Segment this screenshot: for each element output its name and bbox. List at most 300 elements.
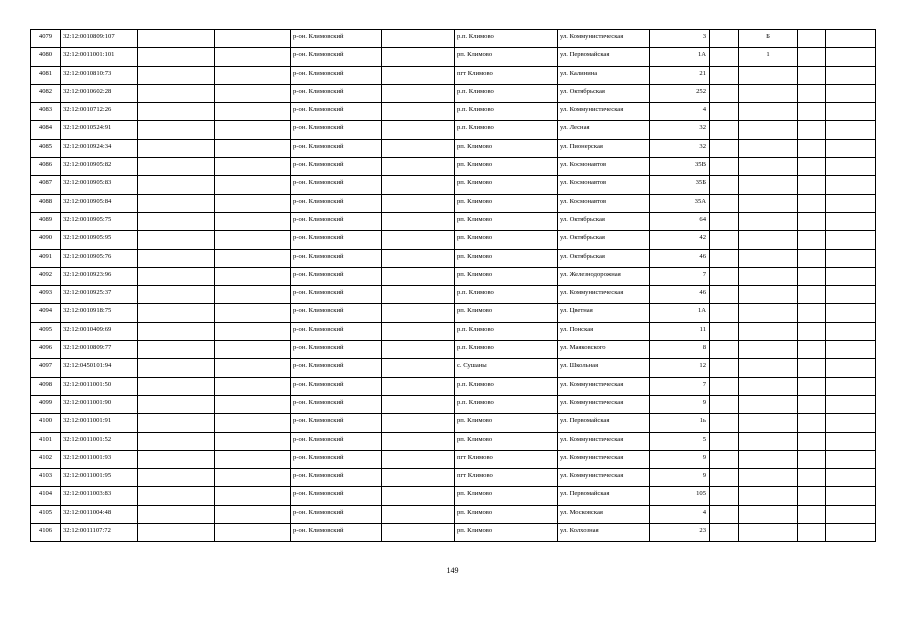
cell-flat [798, 121, 826, 139]
cell-blank-c [382, 158, 455, 176]
cell-blank-d [710, 414, 739, 432]
cell-district: р-он. Климовский [291, 505, 382, 523]
cell-flat [798, 432, 826, 450]
cell-building [739, 267, 798, 285]
cell-record-number: 4100 [31, 414, 61, 432]
cell-record-number: 4104 [31, 487, 61, 505]
cell-district: р-он. Климовский [291, 414, 382, 432]
cell-settlement: рп. Климово [455, 194, 558, 212]
cell-building [739, 505, 798, 523]
cell-district: р-он. Климовский [291, 469, 382, 487]
cell-blank-b [215, 158, 291, 176]
cell-flat [798, 286, 826, 304]
cell-blank-a [138, 176, 215, 194]
cell-blank-c [382, 377, 455, 395]
cell-cadastral-number: 32:12:0010925:37 [61, 286, 138, 304]
cell-blank-e [826, 231, 876, 249]
cell-blank-c [382, 414, 455, 432]
cell-blank-a [138, 377, 215, 395]
cell-district: р-он. Климовский [291, 249, 382, 267]
cell-house-number: 1А [650, 48, 710, 66]
cell-flat [798, 395, 826, 413]
cell-district: р-он. Климовский [291, 322, 382, 340]
cell-blank-b [215, 176, 291, 194]
register-table [30, 29, 876, 542]
cell-blank-e [826, 158, 876, 176]
cell-cadastral-number: 32:12:0010905:95 [61, 231, 138, 249]
cell-flat [798, 450, 826, 468]
cell-settlement: рп. Климово [455, 139, 558, 157]
cell-blank-d [710, 524, 739, 542]
cell-blank-b [215, 84, 291, 102]
cell-settlement: с. Сушаны [455, 359, 558, 377]
cell-cadastral-number: 32:12:0011001:90 [61, 395, 138, 413]
cell-blank-e [826, 176, 876, 194]
cell-record-number: 4095 [31, 322, 61, 340]
cell-blank-e [826, 359, 876, 377]
cell-district: р-он. Климовский [291, 212, 382, 230]
cell-blank-d [710, 176, 739, 194]
cell-settlement: рп. Климово [455, 505, 558, 523]
cell-blank-e [826, 103, 876, 121]
cell-record-number: 4087 [31, 176, 61, 194]
cell-house-number: 46 [650, 249, 710, 267]
cell-blank-d [710, 341, 739, 359]
cell-flat [798, 176, 826, 194]
cell-street: ул. Коммунистическая [558, 395, 650, 413]
cell-blank-b [215, 103, 291, 121]
cell-house-number: 35А [650, 194, 710, 212]
cell-blank-b [215, 66, 291, 84]
cell-blank-b [215, 395, 291, 413]
cell-blank-e [826, 469, 876, 487]
cell-record-number: 4079 [31, 30, 61, 48]
cell-building [739, 341, 798, 359]
table-row [31, 30, 876, 48]
cell-building [739, 84, 798, 102]
cell-cadastral-number: 32:12:0011003:83 [61, 487, 138, 505]
cell-blank-d [710, 487, 739, 505]
cell-street: ул. Октябрьская [558, 84, 650, 102]
table-row [31, 487, 876, 505]
cell-blank-c [382, 66, 455, 84]
table-row [31, 176, 876, 194]
cell-blank-e [826, 48, 876, 66]
cell-building [739, 212, 798, 230]
cell-blank-e [826, 194, 876, 212]
cell-street: ул. Маяковского [558, 341, 650, 359]
cell-settlement: р.п. Климово [455, 121, 558, 139]
cell-blank-c [382, 487, 455, 505]
cell-blank-d [710, 286, 739, 304]
cell-blank-a [138, 121, 215, 139]
cell-blank-a [138, 505, 215, 523]
table-row [31, 103, 876, 121]
cell-blank-c [382, 286, 455, 304]
cell-blank-e [826, 267, 876, 285]
cell-cadastral-number: 32:12:0010602:28 [61, 84, 138, 102]
cell-building [739, 286, 798, 304]
cell-settlement: рп. Климово [455, 267, 558, 285]
cell-house-number: 9 [650, 450, 710, 468]
cell-blank-d [710, 395, 739, 413]
cell-blank-c [382, 231, 455, 249]
cell-flat [798, 103, 826, 121]
cell-blank-a [138, 30, 215, 48]
cell-blank-e [826, 377, 876, 395]
cell-record-number: 4103 [31, 469, 61, 487]
cell-blank-b [215, 267, 291, 285]
cell-blank-b [215, 469, 291, 487]
cell-flat [798, 469, 826, 487]
cell-blank-b [215, 322, 291, 340]
cell-blank-a [138, 524, 215, 542]
cell-building [739, 158, 798, 176]
cell-blank-c [382, 249, 455, 267]
cell-blank-a [138, 231, 215, 249]
cell-blank-a [138, 359, 215, 377]
cell-street: ул. Космонавтов [558, 194, 650, 212]
cell-blank-e [826, 212, 876, 230]
cell-blank-d [710, 121, 739, 139]
table-row [31, 395, 876, 413]
cell-street: ул. Коммунистическая [558, 30, 650, 48]
cell-blank-e [826, 524, 876, 542]
cell-street: ул. Коммунистическая [558, 450, 650, 468]
cell-blank-e [826, 395, 876, 413]
table-row [31, 231, 876, 249]
table-row [31, 505, 876, 523]
cell-record-number: 4082 [31, 84, 61, 102]
cell-blank-c [382, 176, 455, 194]
cell-house-number: 21 [650, 66, 710, 84]
cell-flat [798, 212, 826, 230]
table-row [31, 377, 876, 395]
cell-settlement: р.п. Климово [455, 341, 558, 359]
cell-street: ул. Колхозная [558, 524, 650, 542]
cell-building [739, 249, 798, 267]
cell-street: ул. Первомайская [558, 487, 650, 505]
cell-district: р-он. Климовский [291, 267, 382, 285]
cell-blank-d [710, 469, 739, 487]
cell-street: ул. Коммунистическая [558, 432, 650, 450]
cell-district: р-он. Климовский [291, 176, 382, 194]
page-number: 149 [446, 566, 459, 575]
cell-blank-e [826, 249, 876, 267]
cell-district: р-он. Климовский [291, 30, 382, 48]
cell-blank-a [138, 194, 215, 212]
cell-cadastral-number: 32:12:0010409:69 [61, 322, 138, 340]
cell-district: р-он. Климовский [291, 377, 382, 395]
cell-blank-b [215, 432, 291, 450]
cell-blank-d [710, 322, 739, 340]
cell-blank-b [215, 194, 291, 212]
cell-blank-b [215, 450, 291, 468]
cell-street: ул. Калинина [558, 66, 650, 84]
cell-settlement: пгт Климово [455, 66, 558, 84]
cell-district: р-он. Климовский [291, 48, 382, 66]
cell-blank-d [710, 212, 739, 230]
cell-street: ул. Октябрьская [558, 231, 650, 249]
cell-district: р-он. Климовский [291, 103, 382, 121]
cell-blank-d [710, 194, 739, 212]
cell-cadastral-number: 32:12:0010810:73 [61, 66, 138, 84]
cell-district: р-он. Климовский [291, 66, 382, 84]
cell-blank-c [382, 450, 455, 468]
cell-blank-c [382, 212, 455, 230]
cell-blank-a [138, 212, 215, 230]
cell-blank-c [382, 432, 455, 450]
cell-street: ул. Коммунистическая [558, 469, 650, 487]
table-row [31, 249, 876, 267]
cell-house-number: 9 [650, 469, 710, 487]
cell-district: р-он. Климовский [291, 121, 382, 139]
cell-street: ул. Коммунистическая [558, 377, 650, 395]
cell-blank-a [138, 487, 215, 505]
cell-street: ул. Октябрьская [558, 212, 650, 230]
cell-house-number: 1А [650, 304, 710, 322]
cell-blank-c [382, 30, 455, 48]
cell-blank-a [138, 249, 215, 267]
cell-flat [798, 48, 826, 66]
cell-flat [798, 30, 826, 48]
cell-flat [798, 267, 826, 285]
cell-building [739, 66, 798, 84]
cell-blank-a [138, 267, 215, 285]
cell-blank-c [382, 341, 455, 359]
cell-building [739, 139, 798, 157]
table-row [31, 158, 876, 176]
cell-flat [798, 487, 826, 505]
table-row [31, 304, 876, 322]
cell-blank-a [138, 414, 215, 432]
cell-record-number: 4097 [31, 359, 61, 377]
cell-blank-a [138, 139, 215, 157]
cell-house-number: 46 [650, 286, 710, 304]
cell-district: р-он. Климовский [291, 304, 382, 322]
cell-blank-d [710, 103, 739, 121]
cell-flat [798, 524, 826, 542]
cell-building [739, 322, 798, 340]
cell-street: ул. Пионерская [558, 139, 650, 157]
cell-blank-e [826, 505, 876, 523]
cell-blank-d [710, 249, 739, 267]
cell-cadastral-number: 32:12:0010524:91 [61, 121, 138, 139]
cell-building: Б [739, 30, 798, 48]
cell-blank-c [382, 267, 455, 285]
cell-blank-b [215, 139, 291, 157]
cell-building [739, 194, 798, 212]
cell-record-number: 4089 [31, 212, 61, 230]
cell-house-number: 252 [650, 84, 710, 102]
cell-flat [798, 249, 826, 267]
cell-blank-d [710, 267, 739, 285]
cell-record-number: 4092 [31, 267, 61, 285]
cell-building [739, 432, 798, 450]
cell-house-number: 32 [650, 121, 710, 139]
cell-house-number: 7 [650, 267, 710, 285]
cell-blank-e [826, 304, 876, 322]
cell-building [739, 395, 798, 413]
cell-house-number: 7 [650, 377, 710, 395]
cell-blank-c [382, 103, 455, 121]
table-row [31, 469, 876, 487]
cell-record-number: 4101 [31, 432, 61, 450]
cell-cadastral-number: 32:12:0010809:77 [61, 341, 138, 359]
cell-flat [798, 377, 826, 395]
cell-cadastral-number: 32:12:0010924:34 [61, 139, 138, 157]
table-row [31, 194, 876, 212]
cell-blank-e [826, 450, 876, 468]
cell-blank-b [215, 524, 291, 542]
cell-flat [798, 158, 826, 176]
table-body [31, 30, 876, 542]
cell-blank-a [138, 450, 215, 468]
cell-blank-c [382, 48, 455, 66]
cell-building [739, 377, 798, 395]
cell-building [739, 487, 798, 505]
cell-flat [798, 359, 826, 377]
cell-blank-a [138, 322, 215, 340]
cell-blank-a [138, 469, 215, 487]
cell-blank-a [138, 395, 215, 413]
cell-house-number: 4 [650, 505, 710, 523]
cell-blank-e [826, 414, 876, 432]
cell-house-number: 12 [650, 359, 710, 377]
cell-house-number: 8 [650, 341, 710, 359]
cell-blank-a [138, 103, 215, 121]
cell-settlement: рп. Климово [455, 414, 558, 432]
table-row [31, 139, 876, 157]
cell-blank-b [215, 121, 291, 139]
cell-settlement: р.п. Климово [455, 30, 558, 48]
cell-settlement: рп. Климово [455, 432, 558, 450]
cell-settlement: рп. Климово [455, 249, 558, 267]
table-row [31, 414, 876, 432]
cell-district: р-он. Климовский [291, 432, 382, 450]
cell-street: ул. Первомайская [558, 48, 650, 66]
cell-record-number: 4096 [31, 341, 61, 359]
cell-blank-d [710, 84, 739, 102]
cell-blank-a [138, 432, 215, 450]
cell-blank-d [710, 377, 739, 395]
cell-record-number: 4083 [31, 103, 61, 121]
cell-district: р-он. Климовский [291, 139, 382, 157]
cell-cadastral-number: 32:12:0011001:91 [61, 414, 138, 432]
cell-district: р-он. Климовский [291, 194, 382, 212]
cell-flat [798, 194, 826, 212]
cell-district: р-он. Климовский [291, 487, 382, 505]
cell-street: ул. Коммунистическая [558, 286, 650, 304]
cell-record-number: 4091 [31, 249, 61, 267]
cell-flat [798, 304, 826, 322]
cell-blank-b [215, 341, 291, 359]
cell-blank-c [382, 322, 455, 340]
cell-cadastral-number: 32:12:0011001:50 [61, 377, 138, 395]
cell-flat [798, 139, 826, 157]
cell-house-number: 64 [650, 212, 710, 230]
table-row [31, 322, 876, 340]
cell-record-number: 4093 [31, 286, 61, 304]
cell-street: ул. Космонавтов [558, 176, 650, 194]
cell-cadastral-number: 32:12:0011001:93 [61, 450, 138, 468]
cell-blank-c [382, 194, 455, 212]
cell-record-number: 4105 [31, 505, 61, 523]
cell-house-number: 23 [650, 524, 710, 542]
cell-blank-d [710, 66, 739, 84]
cell-blank-b [215, 359, 291, 377]
cell-blank-a [138, 304, 215, 322]
cell-blank-e [826, 432, 876, 450]
cell-record-number: 4094 [31, 304, 61, 322]
cell-record-number: 4081 [31, 66, 61, 84]
cell-settlement: р.п. Климово [455, 286, 558, 304]
cell-district: р-он. Климовский [291, 359, 382, 377]
cell-blank-b [215, 304, 291, 322]
cell-blank-a [138, 158, 215, 176]
table-row [31, 66, 876, 84]
cell-blank-c [382, 524, 455, 542]
cell-flat [798, 84, 826, 102]
cell-cadastral-number: 32:12:0010905:83 [61, 176, 138, 194]
cell-settlement: рп. Климово [455, 524, 558, 542]
cell-settlement: рп. Климово [455, 48, 558, 66]
cell-blank-d [710, 304, 739, 322]
cell-house-number: 35Б [650, 176, 710, 194]
cell-blank-c [382, 139, 455, 157]
cell-street: ул. Октябрьская [558, 249, 650, 267]
cell-blank-b [215, 48, 291, 66]
cell-cadastral-number: 32:12:0011107:72 [61, 524, 138, 542]
cell-blank-c [382, 395, 455, 413]
cell-cadastral-number: 32:12:0010905:84 [61, 194, 138, 212]
table-row [31, 359, 876, 377]
cell-house-number: 5 [650, 432, 710, 450]
cell-blank-b [215, 231, 291, 249]
cell-building [739, 231, 798, 249]
table-row [31, 432, 876, 450]
cell-cadastral-number: 32:12:0010918:75 [61, 304, 138, 322]
cell-street: ул. Московская [558, 505, 650, 523]
cell-settlement: р.п. Климово [455, 322, 558, 340]
cell-blank-a [138, 84, 215, 102]
cell-house-number: 11 [650, 322, 710, 340]
table-row [31, 450, 876, 468]
cell-house-number: 35В [650, 158, 710, 176]
cell-blank-b [215, 377, 291, 395]
table-row [31, 212, 876, 230]
cell-house-number: 1ь [650, 414, 710, 432]
table-row [31, 121, 876, 139]
cell-record-number: 4080 [31, 48, 61, 66]
cell-settlement: рп. Климово [455, 176, 558, 194]
table-row [31, 341, 876, 359]
cell-street: ул. Цветная [558, 304, 650, 322]
cell-blank-e [826, 341, 876, 359]
cell-cadastral-number: 32:12:0011001:95 [61, 469, 138, 487]
cell-blank-d [710, 48, 739, 66]
cell-blank-b [215, 30, 291, 48]
cell-building [739, 450, 798, 468]
cell-blank-c [382, 121, 455, 139]
cell-flat [798, 505, 826, 523]
cell-record-number: 4099 [31, 395, 61, 413]
cell-house-number: 4 [650, 103, 710, 121]
cell-flat [798, 414, 826, 432]
cell-cadastral-number: 32:12:0010809:107 [61, 30, 138, 48]
cell-blank-e [826, 66, 876, 84]
cell-blank-d [710, 359, 739, 377]
